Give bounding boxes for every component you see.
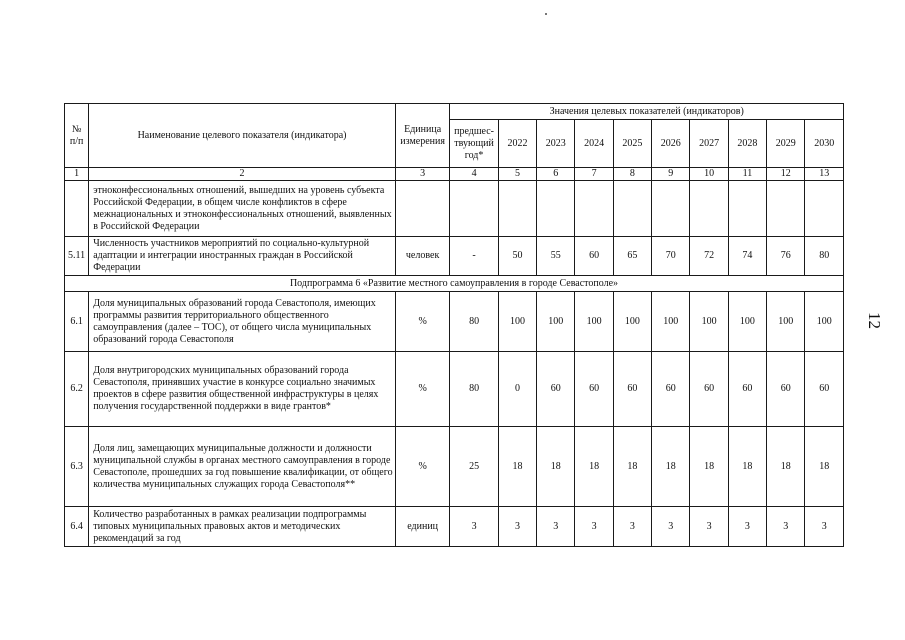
value-cell: 3 [498,507,536,547]
value-cell: 18 [537,427,575,507]
indicator-name: Количество разработанных в рамках реализации подпрограммы типовых муниципальных правовых актов и методических рекомендаций за год [89,507,396,547]
unit-cell: % [395,352,449,427]
value-cell [652,181,690,237]
value-cell: 80 [805,237,844,276]
row-num: 5.11 [65,237,89,276]
subprogram-row [65,276,844,292]
value-cell [728,181,766,237]
indicator-name: Доля муниципальных образований города Севастополя, имеющих программы развития территориального общественного самоуправления (далее – ТОС), от общего числа муниципальных образований города Севастополя [89,292,396,352]
value-cell: 3 [613,507,651,547]
value-cell: - [450,237,498,276]
row-num: 6.2 [65,352,89,427]
column-number: 11 [728,168,766,181]
indicator-name: этноконфессиональных отношений, вышедших на уровень субъекта Российской Федерации, в общем числе конфликтов в сфере межнациональных и этноконфессиональных отношений, выявленных в Российской Федерации [89,181,396,237]
value-cell: 18 [767,427,805,507]
value-cell: 100 [575,292,613,352]
value-cell: 100 [690,292,728,352]
value-cell: 100 [498,292,536,352]
row-num [65,181,89,237]
header-year: 2022 [498,120,536,168]
unit-cell: человек [395,237,449,276]
value-cell: 60 [805,352,844,427]
header-year: 2028 [728,120,766,168]
value-cell: 65 [613,237,651,276]
column-number: 2 [89,168,396,181]
value-cell [450,181,498,237]
column-number: 8 [613,168,651,181]
value-cell: 18 [575,427,613,507]
header-prev-year: предшес-твующий год* [450,120,498,168]
indicator-name: Численность участников мероприятий по социально-культурной адаптации и интеграции иностранных граждан в Российской Федерации [89,237,396,276]
header-year: 2026 [652,120,690,168]
value-cell: 70 [652,237,690,276]
speck-mark [545,13,547,15]
table-row [65,352,844,427]
value-cell: 100 [537,292,575,352]
value-cell: 74 [728,237,766,276]
unit-cell: единиц [395,507,449,547]
unit-cell: % [395,427,449,507]
value-cell [498,181,536,237]
subprogram-title: Подпрограмма 6 «Развитие местного самоуправления в городе Севастополе» [65,276,844,292]
header-values-group: Значения целевых показателей (индикаторов) [450,104,844,120]
value-cell [767,181,805,237]
table-row [65,427,844,507]
value-cell: 60 [767,352,805,427]
table-row [65,507,844,547]
header-year: 2027 [690,120,728,168]
value-cell: 3 [728,507,766,547]
header-unit: Единица измерения [395,104,449,168]
column-number: 7 [575,168,613,181]
value-cell [613,181,651,237]
header-year: 2023 [537,120,575,168]
value-cell: 100 [728,292,766,352]
value-cell: 100 [652,292,690,352]
value-cell: 3 [575,507,613,547]
value-cell: 0 [498,352,536,427]
value-cell: 72 [690,237,728,276]
indicator-name: Доля лиц, замещающих муниципальные должности и должности муниципальной службы в органах местного самоуправления в городе Севастополе, прошедших за год повышение квалификации, от общего количества муниципальных служащих города Севастополя** [89,427,396,507]
value-cell: 3 [767,507,805,547]
value-cell: 100 [767,292,805,352]
row-num: 6.1 [65,292,89,352]
column-number: 4 [450,168,498,181]
value-cell: 60 [652,352,690,427]
unit-cell [395,181,449,237]
value-cell: 18 [652,427,690,507]
column-number: 12 [767,168,805,181]
value-cell: 80 [450,352,498,427]
value-cell: 3 [450,507,498,547]
header-year: 2029 [767,120,805,168]
value-cell: 18 [613,427,651,507]
column-number: 6 [537,168,575,181]
header-name: Наименование целевого показателя (индикатора) [89,104,396,168]
row-num: 6.3 [65,427,89,507]
value-cell: 18 [498,427,536,507]
value-cell: 55 [537,237,575,276]
column-number: 5 [498,168,536,181]
value-cell [537,181,575,237]
value-cell: 18 [805,427,844,507]
column-number: 3 [395,168,449,181]
value-cell: 100 [613,292,651,352]
header-year: 2030 [805,120,844,168]
value-cell: 3 [537,507,575,547]
value-cell: 25 [450,427,498,507]
column-number: 9 [652,168,690,181]
value-cell: 60 [728,352,766,427]
value-cell: 50 [498,237,536,276]
indicator-name: Доля внутригородских муниципальных образований города Севастополя, принявших участие в конкурсе социально значимых проектов в сфере развития общественной инфраструктуры в целях получения государственной поддержки в виде грантов* [89,352,396,427]
column-number: 13 [805,168,844,181]
header-num: № п/п [65,104,89,168]
page-number: 12 [865,312,884,329]
header-year: 2025 [613,120,651,168]
value-cell: 76 [767,237,805,276]
header-year: 2024 [575,120,613,168]
value-cell [690,181,728,237]
table-row [65,292,844,352]
value-cell: 18 [690,427,728,507]
unit-cell: % [395,292,449,352]
table-row [65,181,844,237]
value-cell: 80 [450,292,498,352]
row-num: 6.4 [65,507,89,547]
value-cell: 60 [575,352,613,427]
table-row [65,237,844,276]
column-number: 10 [690,168,728,181]
indicators-table [64,103,844,547]
value-cell: 100 [805,292,844,352]
value-cell: 60 [690,352,728,427]
value-cell: 60 [613,352,651,427]
value-cell: 3 [805,507,844,547]
value-cell: 60 [537,352,575,427]
value-cell: 60 [575,237,613,276]
value-cell: 18 [728,427,766,507]
value-cell: 3 [690,507,728,547]
value-cell: 3 [652,507,690,547]
value-cell [805,181,844,237]
value-cell [575,181,613,237]
column-number: 1 [65,168,89,181]
